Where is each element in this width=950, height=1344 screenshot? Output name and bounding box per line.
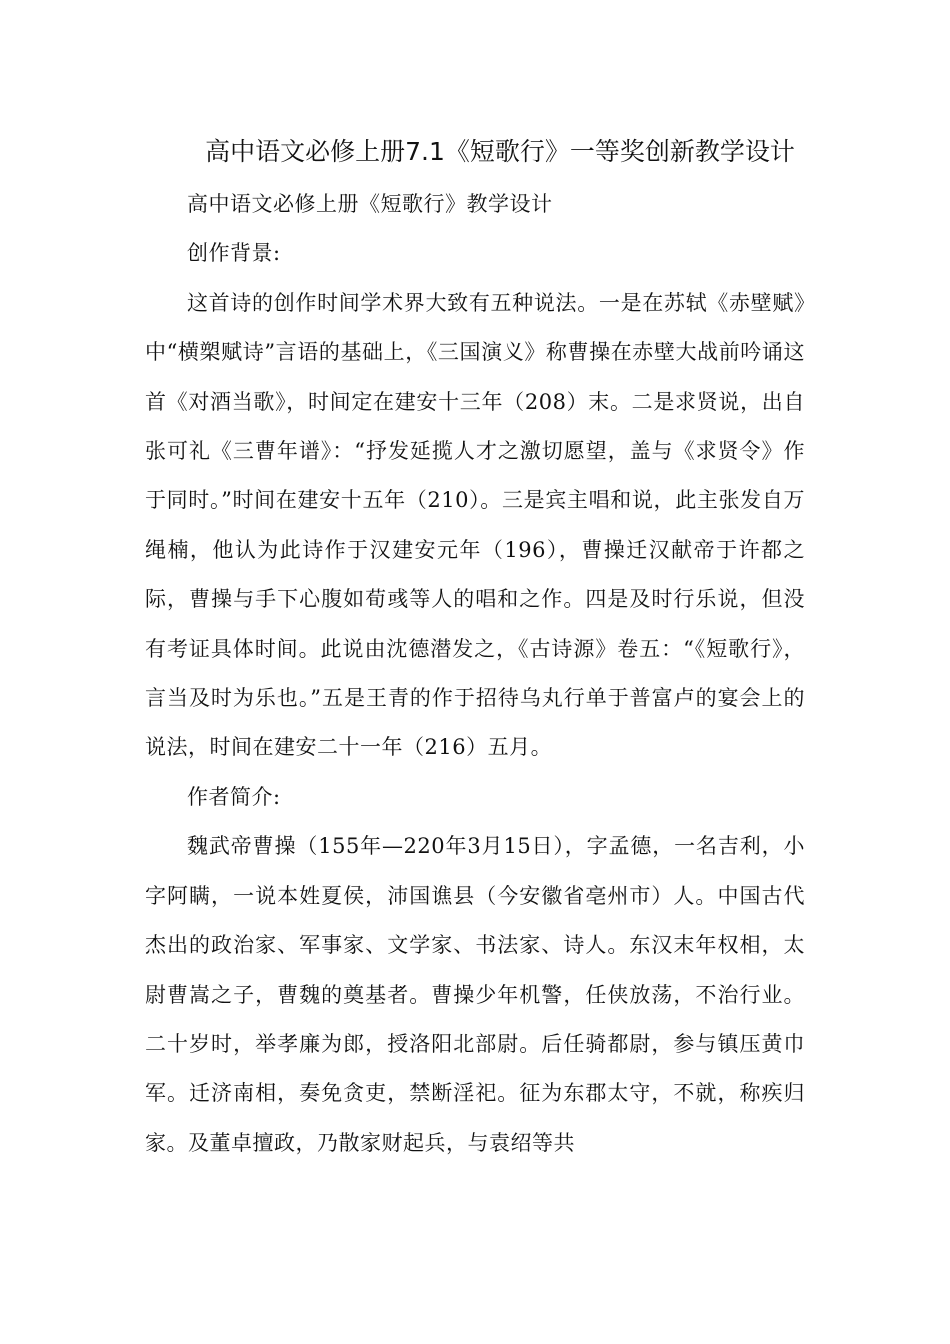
section-heading-author: 作者简介: [187,784,281,809]
section-heading-background: 创作背景: [187,241,281,266]
section-paragraph-author: 魏武帝曹操（155年—220年3月15日），字孟德，一名吉利，小字阿瞒，一说本姓夏侯，沛国谯县（今安徽省亳州市）人。中国古代杰出的政治家、军事家、文学家、书法家、诗人。东汉末年权相，太尉曹嵩之子，曹魏的奠基者。曹操少年机警，任侠放荡，不治行业。二十岁时，举孝廉为郎，授洛阳北部尉。后任骑都尉，参与镇压黄巾军。迁济南相，奏免贪吏，禁断淫祀。征为东郡太守，不就，称疾归家。及董卓擅政，乃散家财起兵，与袁绍等共 [145,834,805,1155]
document-body [145,180,805,1168]
section-paragraph-background: 这首诗的创作时间学术界大致有五种说法。一是在苏轼《赤壁赋》中“横槊赋诗”言语的基础上，《三国演义》称曹操在赤壁大战前吟诵这首《对酒当歌》，时间定在建安十三年（208）末。二是求贤说，出自张可礼《三曹年谱》：“抒发延揽人才之激切愿望，盖与《求贤令》作于同时。”时间在建安十五年（210）。三是宾主唱和说，此主张发自万绳楠，他认为此诗作于汉建安元年（196），曹操迁汉献帝于许都之际，曹操与手下心腹如荀彧等人的唱和之作。四是及时行乐说，但没有考证具体时间。此说由沈德潜发之，《古诗源》卷五：“《短歌行》，言当及时为乐也。”五是王青的作于招待乌丸行单于普富卢的宴会上的说法，时间在建安二十一年（216）五月。 [145,290,805,760]
document-title: 高中语文必修上册7.1《短歌行》一等奖创新教学设计 [205,137,795,166]
document-subtitle: 高中语文必修上册《短歌行》教学设计 [187,192,553,216]
